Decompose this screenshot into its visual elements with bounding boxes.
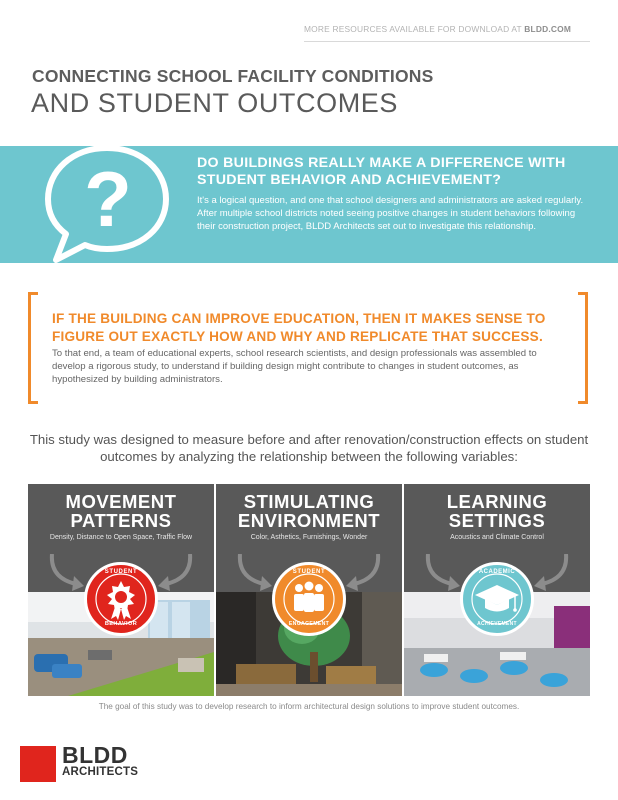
question-body: It's a logical question, and one that school designers and administrators are asked regularly. After multiple school districts noted seeing positive changes in student behaviors following their construction project, BLDD Architects set out to investigate this relationship. [197, 195, 584, 232]
panel-title-line2: ENVIRONMENT [237, 510, 381, 531]
panel-title-line1: STIMULATING [243, 491, 375, 512]
panel-title-line1: MOVEMENT [65, 491, 177, 512]
callout-body: To that end, a team of educational experts, school research scientists, and design professionals was assembled to develop a rigorous study, to understand if building design might contribute to changes in student outcomes, as hypothesized by building administrators. [52, 348, 537, 385]
badge-top-label: STUDENT [292, 569, 326, 575]
banner-divider [304, 41, 590, 42]
panel-title-line2: PATTERNS [70, 510, 172, 531]
panel-title-line2: SETTINGS [448, 510, 546, 531]
panel-stimulating-environment [216, 484, 402, 696]
curved-arrows-icon [42, 554, 200, 594]
callout-bracket-right [578, 292, 588, 404]
panel-subtitle: Density, Distance to Open Space, Traffic Flow [49, 534, 193, 541]
panel-title [404, 492, 590, 530]
panel-subtitle: Color, Asthetics, Furnishings, Wonder [250, 534, 368, 541]
question-bubble-icon [42, 136, 172, 266]
resources-banner [304, 24, 590, 34]
callout-heading: IF THE BUILDING CAN IMPROVE EDUCATION, THEN IT MAKES SENSE TO FIGURE OUT EXACTLY HOW AND WHY AND REPLICATE THAT SUCCESS. [52, 311, 546, 344]
badge-bottom-label: ACHIEVEMENT [477, 621, 517, 627]
study-goal-footnote: The goal of this study was to develop research to inform architectural design solutions to improve student outcomes. [98, 702, 520, 711]
svg-text:?: ? [84, 155, 132, 243]
panel-movement-patterns [28, 484, 214, 696]
callout-bracket-left [28, 292, 38, 404]
badge-bottom-label: ENGAGEMENT [288, 621, 330, 627]
panel-title [28, 492, 214, 530]
bldd-logo-sub: ARCHITECTS [62, 766, 139, 778]
badge-top-label: STUDENT [104, 569, 138, 575]
curved-arrows-icon [418, 554, 576, 594]
page-title-line1: CONNECTING SCHOOL FACILITY CONDITIONS [32, 66, 434, 86]
panel-title-line1: LEARNING [446, 491, 548, 512]
page-title-line2: AND STUDENT OUTCOMES [31, 88, 399, 118]
panel-title [216, 492, 402, 530]
banner-site-link[interactable]: BLDD.COM [524, 24, 571, 34]
badge-top-label: ACADEMIC [478, 569, 516, 575]
bldd-logo-name: BLDD [62, 742, 128, 768]
panel-subtitle: Acoustics and Climate Control [450, 534, 544, 541]
curved-arrows-icon [230, 554, 388, 594]
question-heading: DO BUILDINGS REALLY MAKE A DIFFERENCE WITH STUDENT BEHAVIOR AND ACHIEVEMENT? [197, 155, 566, 188]
badge-bottom-label: BEHAVIOR [104, 621, 138, 627]
panel-learning-settings [404, 484, 590, 696]
study-intro: This study was designed to measure before and after renovation/construction effects on student outcomes by analyzing the relationship between the following variables: [29, 432, 589, 464]
bldd-logo-mark [20, 746, 56, 782]
banner-prefix: MORE RESOURCES AVAILABLE FOR DOWNLOAD AT [304, 24, 525, 34]
